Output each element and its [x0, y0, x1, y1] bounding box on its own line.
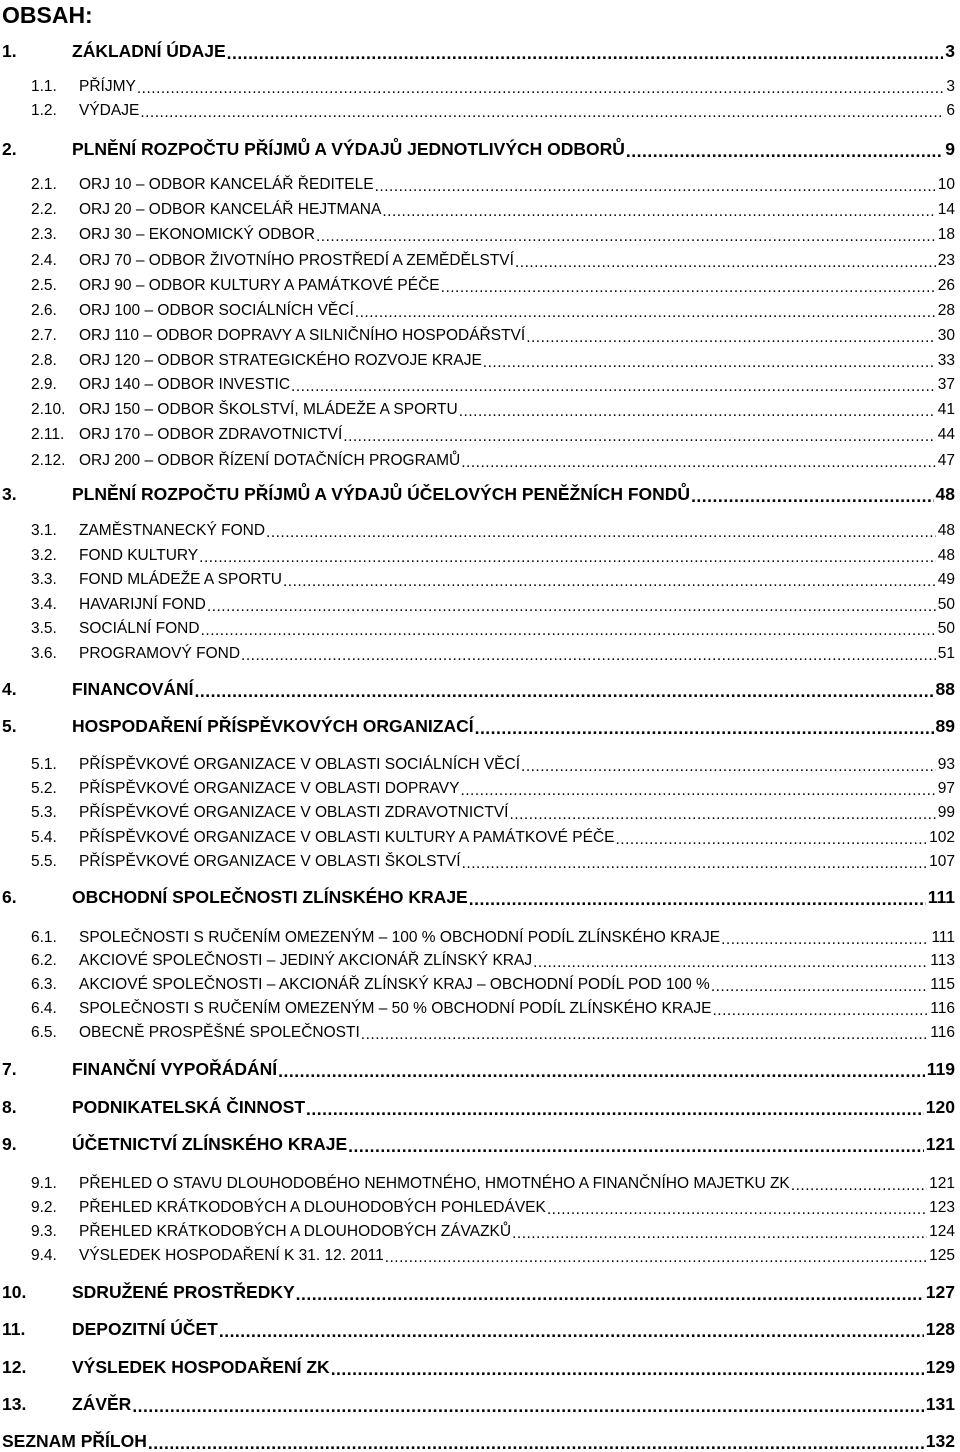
toc-entry-number: 3.1. — [0, 522, 79, 540]
toc-entry-number: 9.1. — [0, 1175, 79, 1193]
toc-entry-page: 97 — [937, 780, 960, 798]
toc-entry-number: 11. — [0, 1319, 72, 1340]
toc-entry-title: ORJ 30 – EKONOMICKÝ ODBOR — [79, 226, 315, 244]
toc-entry-page: 116 — [929, 1000, 960, 1018]
toc-entry[interactable] — [0, 713, 960, 737]
toc-entry-page: 41 — [937, 401, 960, 419]
toc-entry-page: 33 — [937, 352, 960, 370]
dot-leader — [711, 979, 928, 995]
toc-entry-page: 48 — [937, 522, 960, 540]
toc-entry-title: PŘÍSPĚVKOVÉ ORGANIZACE V OBLASTI DOPRAVY — [79, 780, 459, 798]
toc-entry-title: HAVARIJNÍ FOND — [79, 596, 206, 614]
dot-leader — [461, 455, 936, 471]
dot-leader — [483, 355, 936, 371]
toc-entry-number: 3.5. — [0, 620, 79, 638]
toc-entry[interactable] — [0, 676, 960, 700]
toc-entry-page: 50 — [937, 620, 960, 638]
dot-leader — [475, 720, 934, 738]
toc-entry-page: 3 — [945, 78, 960, 96]
toc-entry-page: 48 — [937, 547, 960, 565]
toc-entry[interactable] — [0, 541, 960, 565]
toc-entry-number: 5.5. — [0, 853, 79, 871]
toc-entry-title: VÝDAJE — [79, 102, 139, 120]
toc-entry-number: 12. — [0, 1357, 72, 1378]
toc-entry-title: ORJ 10 – ODBOR KANCELÁŘ ŘEDITELE — [79, 176, 374, 194]
toc-entry-number: 3.3. — [0, 571, 79, 589]
toc-entry-number: 3.2. — [0, 547, 79, 565]
dot-leader — [712, 1003, 928, 1019]
toc-entry-number: 6.2. — [0, 952, 79, 970]
toc-entry-title: VÝSLEDEK HOSPODAŘENÍ ZK — [72, 1357, 330, 1378]
dot-leader — [375, 179, 936, 195]
dot-leader — [382, 204, 935, 220]
toc-entry-page: 128 — [925, 1319, 960, 1340]
toc-entry-page: 51 — [937, 645, 960, 663]
toc-entry-number: 2.10. — [0, 401, 79, 419]
toc-entry-number: 5.1. — [0, 756, 79, 774]
dot-leader — [219, 1323, 924, 1341]
toc-entry-number: 2.6. — [0, 302, 79, 320]
toc-entry[interactable] — [0, 1279, 960, 1303]
toc-entry-page: 44 — [937, 426, 960, 444]
toc-entry-title: VÝSLEDEK HOSPODAŘENÍ K 31. 12. 2011 — [79, 1247, 384, 1265]
toc-entry-page: 37 — [937, 376, 960, 394]
toc-entry[interactable] — [0, 1241, 960, 1265]
toc-entry-number: 1.2. — [0, 102, 79, 120]
toc-entry[interactable] — [0, 420, 960, 444]
toc-entry-title: ORJ 110 – ODBOR DOPRAVY A SILNIČNÍHO HOSPODÁŘSTVÍ — [79, 327, 525, 345]
toc-entry[interactable] — [0, 994, 960, 1018]
toc-entry-page: 30 — [937, 327, 960, 345]
toc-entry-title: OBCHODNÍ SPOLEČNOSTI ZLÍNSKÉHO KRAJE — [72, 887, 468, 908]
toc-entry[interactable] — [0, 1056, 960, 1080]
toc-entry-title: FOND MLÁDEŽE A SPORTU — [79, 571, 282, 589]
dot-leader — [306, 1101, 924, 1119]
toc-entry-page: 93 — [937, 756, 960, 774]
toc-entry-page: 26 — [937, 277, 960, 295]
toc-entry[interactable] — [0, 614, 960, 638]
toc-entry-page: 88 — [935, 679, 960, 700]
toc-entry-title: PŘEHLED O STAVU DLOUHODOBÉHO NEHMOTNÉHO, HMOTNÉHO A FINANČNÍHO MAJETKU ZK — [79, 1175, 790, 1193]
toc-entry-page: 124 — [928, 1223, 960, 1241]
toc-entry-title: ORJ 20 – ODBOR KANCELÁŘ HEJTMANA — [79, 201, 381, 219]
toc-entry-number: 5. — [0, 716, 72, 737]
toc-entry[interactable] — [0, 38, 960, 62]
toc-entry-title: PŘÍSPĚVKOVÉ ORGANIZACE V OBLASTI ZDRAVOTNICTVÍ — [79, 804, 509, 822]
toc-entry-title: ORJ 90 – ODBOR KULTURY A PAMÁTKOVÉ PÉČE — [79, 277, 440, 295]
toc-entry[interactable] — [0, 271, 960, 295]
dot-leader — [132, 1398, 923, 1416]
toc-entry[interactable] — [0, 590, 960, 614]
toc-entry-number: 3.6. — [0, 645, 79, 663]
toc-entry-page: 6 — [945, 102, 960, 120]
toc-entry-page: 131 — [925, 1394, 960, 1415]
toc-entry[interactable] — [0, 220, 960, 244]
dot-leader — [521, 759, 936, 775]
toc-entry-title: PROGRAMOVÝ FOND — [79, 645, 240, 663]
toc-entry-title: PŘEHLED KRÁTKODOBÝCH A DLOUHODOBÝCH POHLEDÁVEK — [79, 1199, 546, 1217]
page-title: OBSAH: — [2, 2, 93, 28]
toc-entry-title: ORJ 200 – ODBOR ŘÍZENÍ DOTAČNÍCH PROGRAMŮ — [79, 452, 460, 470]
toc-entry-title: ORJ 170 – ODBOR ZDRAVOTNICTVÍ — [79, 426, 342, 444]
toc-entry[interactable] — [0, 565, 960, 589]
toc-entry-page: 125 — [928, 1247, 960, 1265]
toc-entry[interactable] — [0, 970, 960, 994]
dot-leader — [137, 81, 945, 97]
toc-entry-title: SDRUŽENÉ PROSTŘEDKY — [72, 1282, 295, 1303]
toc-entry-page: 111 — [930, 929, 960, 947]
toc-entry[interactable] — [0, 1131, 960, 1155]
toc-entry[interactable] — [0, 774, 960, 798]
dot-leader — [148, 1435, 924, 1452]
toc-entry-page: 48 — [935, 484, 960, 505]
toc-entry-number: 1. — [0, 41, 72, 62]
toc-entry-title: ZÁVĚR — [72, 1394, 131, 1415]
toc-entry-title: SOCIÁLNÍ FOND — [79, 620, 200, 638]
toc-entry-page: 10 — [937, 176, 960, 194]
toc-entry-title: DEPOZITNÍ ÚČET — [72, 1319, 218, 1340]
toc-entry-page: 28 — [937, 302, 960, 320]
toc-entry-title: ORJ 120 – ODBOR STRATEGICKÉHO ROZVOJE KRAJE — [79, 352, 482, 370]
dot-leader — [266, 525, 936, 541]
dot-leader — [469, 891, 926, 909]
dot-leader — [291, 379, 936, 395]
toc-entry[interactable] — [0, 1316, 960, 1340]
toc-entry-title: PLNĚNÍ ROZPOČTU PŘÍJMŮ A VÝDAJŮ JEDNOTLIVÝCH ODBORŮ — [72, 139, 625, 160]
dot-leader — [691, 488, 933, 506]
toc-entry-page: 111 — [927, 887, 960, 908]
toc-entry-number: 1.1. — [0, 78, 79, 96]
toc-entry[interactable] — [0, 246, 960, 270]
dot-leader — [278, 1063, 925, 1081]
toc-entry[interactable] — [0, 823, 960, 847]
toc-entry-page: 49 — [937, 571, 960, 589]
toc-entry-number: 9.2. — [0, 1199, 79, 1217]
toc-entry-title: SPOLEČNOSTI S RUČENÍM OMEZENÝM – 100 % OBCHODNÍ PODÍL ZLÍNSKÉHO KRAJE — [79, 929, 720, 947]
toc-entry-page: 50 — [937, 596, 960, 614]
toc-entry-title: ORJ 140 – ODBOR INVESTIC — [79, 376, 290, 394]
dot-leader — [626, 143, 943, 161]
toc-entry-title: AKCIOVÉ SPOLEČNOSTI – AKCIONÁŘ ZLÍNSKÝ KRAJ – OBCHODNÍ PODÍL POD 100 % — [79, 976, 710, 994]
toc-entry-number: 13. — [0, 1394, 72, 1415]
toc-entry[interactable] — [0, 296, 960, 320]
toc-entry[interactable] — [0, 1354, 960, 1378]
toc-entry[interactable] — [0, 798, 960, 822]
toc-entry[interactable] — [0, 446, 960, 470]
dot-leader — [441, 280, 936, 296]
dot-leader — [331, 1361, 924, 1379]
toc-entry-number: 9.3. — [0, 1223, 79, 1241]
toc-entry-title: ORJ 70 – ODBOR ŽIVOTNÍHO PROSTŘEDÍ A ZEMĚDĚLSTVÍ — [79, 252, 514, 270]
toc-entry-page: 127 — [925, 1282, 960, 1303]
dot-leader — [385, 1250, 927, 1266]
toc-entry[interactable] — [0, 1094, 960, 1118]
toc-entry-page: 18 — [937, 226, 960, 244]
toc-entry-page: 115 — [929, 976, 960, 994]
dot-leader — [533, 955, 928, 971]
toc-entry-page: 116 — [929, 1024, 960, 1042]
toc-entry[interactable] — [0, 884, 960, 908]
toc-entry-page: 3 — [944, 41, 960, 62]
toc-entry-title: PŘÍSPĚVKOVÉ ORGANIZACE V OBLASTI KULTURY A PAMÁTKOVÉ PÉČE — [79, 829, 614, 847]
toc-entry[interactable] — [0, 370, 960, 394]
toc-entry[interactable] — [0, 481, 960, 505]
toc-entry-number: 2.2. — [0, 201, 79, 219]
toc-entry-title: FINANČNÍ VYPOŘÁDÁNÍ — [72, 1059, 277, 1080]
toc-entry[interactable] — [0, 395, 960, 419]
toc-entry-title: ORJ 150 – ODBOR ŠKOLSTVÍ, MLÁDEŽE A SPORTU — [79, 401, 458, 419]
toc-entry[interactable] — [0, 195, 960, 219]
dot-leader — [343, 429, 935, 445]
toc-entry-page: 102 — [928, 829, 960, 847]
toc-entry-title: PODNIKATELSKÁ ČINNOST — [72, 1097, 305, 1118]
dot-leader — [459, 404, 936, 420]
toc-entry-number: 2.7. — [0, 327, 79, 345]
toc-entry-title: ÚČETNICTVÍ ZLÍNSKÉHO KRAJE — [72, 1134, 347, 1155]
dot-leader — [460, 783, 935, 799]
toc-entry-title: PŘÍSPĚVKOVÉ ORGANIZACE V OBLASTI SOCIÁLNÍCH VĚCÍ — [79, 756, 520, 774]
toc-entry-number: 10. — [0, 1282, 72, 1303]
toc-entry-title: AKCIOVÉ SPOLEČNOSTI – JEDINÝ AKCIONÁŘ ZLÍNSKÝ KRAJ — [79, 952, 532, 970]
toc-entry-page: 121 — [928, 1175, 960, 1193]
toc-entry-number: 3. — [0, 484, 72, 505]
toc-entry-page: 113 — [929, 952, 960, 970]
dot-leader — [227, 45, 944, 63]
toc-entry[interactable] — [0, 923, 960, 947]
toc-entry-page: 89 — [935, 716, 960, 737]
toc-entry-page: 123 — [928, 1199, 960, 1217]
dot-leader — [510, 807, 936, 823]
toc-entry-number: 5.3. — [0, 804, 79, 822]
dot-leader — [355, 305, 936, 321]
toc-entry-number: 2.9. — [0, 376, 79, 394]
toc-entry[interactable] — [0, 639, 960, 663]
toc-entry[interactable] — [0, 1428, 960, 1452]
toc-entry-title: PLNĚNÍ ROZPOČTU PŘÍJMŮ A VÝDAJŮ ÚČELOVÝCH PENĚŽNÍCH FONDŮ — [72, 484, 690, 505]
dot-leader — [283, 574, 936, 590]
toc-entry-number: 9. — [0, 1134, 72, 1155]
toc-entry-title: OBECNĚ PROSPĚŠNÉ SPOLEČNOSTI — [79, 1024, 360, 1042]
toc-entry-title: HOSPODAŘENÍ PŘÍSPĚVKOVÝCH ORGANIZACÍ — [72, 716, 474, 737]
toc-entry-number: 6.3. — [0, 976, 79, 994]
dot-leader — [195, 683, 934, 701]
toc-entry-title: FINANCOVÁNÍ — [72, 679, 194, 700]
toc-entry[interactable] — [0, 946, 960, 970]
dot-leader — [512, 1226, 927, 1242]
toc-entry-page: 121 — [925, 1134, 960, 1155]
dot-leader — [348, 1138, 924, 1156]
toc-entry-number: 2.1. — [0, 176, 79, 194]
toc-entry-title: ZAMĚSTNANECKÝ FOND — [79, 522, 265, 540]
toc-entry-title: ZÁKLADNÍ ÚDAJE — [72, 41, 226, 62]
toc-entry-title: PŘÍJMY — [79, 78, 136, 96]
dot-leader — [791, 1178, 927, 1194]
toc-entry[interactable] — [0, 72, 960, 96]
toc-entry[interactable] — [0, 847, 960, 871]
toc-entry-number: 8. — [0, 1097, 72, 1118]
toc-entry-number: 5.4. — [0, 829, 79, 847]
toc-entry-number: 6. — [0, 887, 72, 908]
toc-entry-page: 99 — [937, 804, 960, 822]
toc-entry-page: 23 — [937, 252, 960, 270]
toc-entry-number: 3.4. — [0, 596, 79, 614]
dot-leader — [199, 550, 936, 566]
toc-entry-page: 120 — [925, 1097, 960, 1118]
toc-entry-number: 2.3. — [0, 226, 79, 244]
dot-leader — [296, 1286, 924, 1304]
toc-entry-number: 6.1. — [0, 929, 79, 947]
toc-entry-number: 6.5. — [0, 1024, 79, 1042]
toc-entry-page: 129 — [925, 1357, 960, 1378]
dot-leader — [462, 856, 928, 872]
dot-leader — [515, 255, 936, 271]
dot-leader — [140, 105, 944, 121]
dot-leader — [361, 1027, 928, 1043]
toc-entry[interactable] — [0, 516, 960, 540]
toc-entry[interactable] — [0, 1169, 960, 1193]
toc-entry[interactable] — [0, 346, 960, 370]
toc-entry-title: SPOLEČNOSTI S RUČENÍM OMEZENÝM – 50 % OBCHODNÍ PODÍL ZLÍNSKÉHO KRAJE — [79, 1000, 711, 1018]
toc-entry[interactable] — [0, 170, 960, 194]
dot-leader — [721, 932, 929, 948]
dot-leader — [207, 599, 936, 615]
toc-entry-title: FOND KULTURY — [79, 547, 198, 565]
dot-leader — [241, 648, 936, 664]
toc-entry[interactable] — [0, 96, 960, 120]
toc-entry[interactable] — [0, 136, 960, 160]
toc-entry-title: SEZNAM PŘÍLOH — [2, 1431, 147, 1452]
toc-entry-number: 2.12. — [0, 452, 79, 470]
toc-entry[interactable] — [0, 321, 960, 345]
toc-entry-number: 5.2. — [0, 780, 79, 798]
toc-entry-page: 14 — [937, 201, 960, 219]
toc-entry-number: 7. — [0, 1059, 72, 1080]
toc-entry-page: 47 — [937, 452, 960, 470]
toc-entry-number: 2.8. — [0, 352, 79, 370]
toc-entry-number: 2. — [0, 139, 72, 160]
toc-entry[interactable] — [0, 1391, 960, 1415]
dot-leader — [547, 1202, 927, 1218]
toc-entry-number: 2.11. — [0, 426, 79, 444]
toc-entry-number: 2.5. — [0, 277, 79, 295]
toc-entry[interactable] — [0, 750, 960, 774]
toc-entry-number: 2.4. — [0, 252, 79, 270]
toc-entry-page: 9 — [944, 139, 960, 160]
toc-entry-title: PŘEHLED KRÁTKODOBÝCH A DLOUHODOBÝCH ZÁVAZKŮ — [79, 1223, 511, 1241]
toc-entry-title: PŘÍSPĚVKOVÉ ORGANIZACE V OBLASTI ŠKOLSTVÍ — [79, 853, 461, 871]
toc-entry-title: ORJ 100 – ODBOR SOCIÁLNÍCH VĚCÍ — [79, 302, 354, 320]
toc-entry[interactable] — [0, 1217, 960, 1241]
toc-entry-number: 9.4. — [0, 1247, 79, 1265]
dot-leader — [316, 229, 936, 245]
dot-leader — [526, 330, 936, 346]
toc-entry-number: 6.4. — [0, 1000, 79, 1018]
dot-leader — [201, 623, 936, 639]
toc-entry[interactable] — [0, 1193, 960, 1217]
toc-entry-number: 4. — [0, 679, 72, 700]
dot-leader — [615, 832, 927, 848]
toc-entry-page: 107 — [928, 853, 960, 871]
toc-entry[interactable] — [0, 1018, 960, 1042]
toc-entry-page: 132 — [925, 1431, 960, 1452]
toc-entry-page: 119 — [926, 1059, 960, 1080]
